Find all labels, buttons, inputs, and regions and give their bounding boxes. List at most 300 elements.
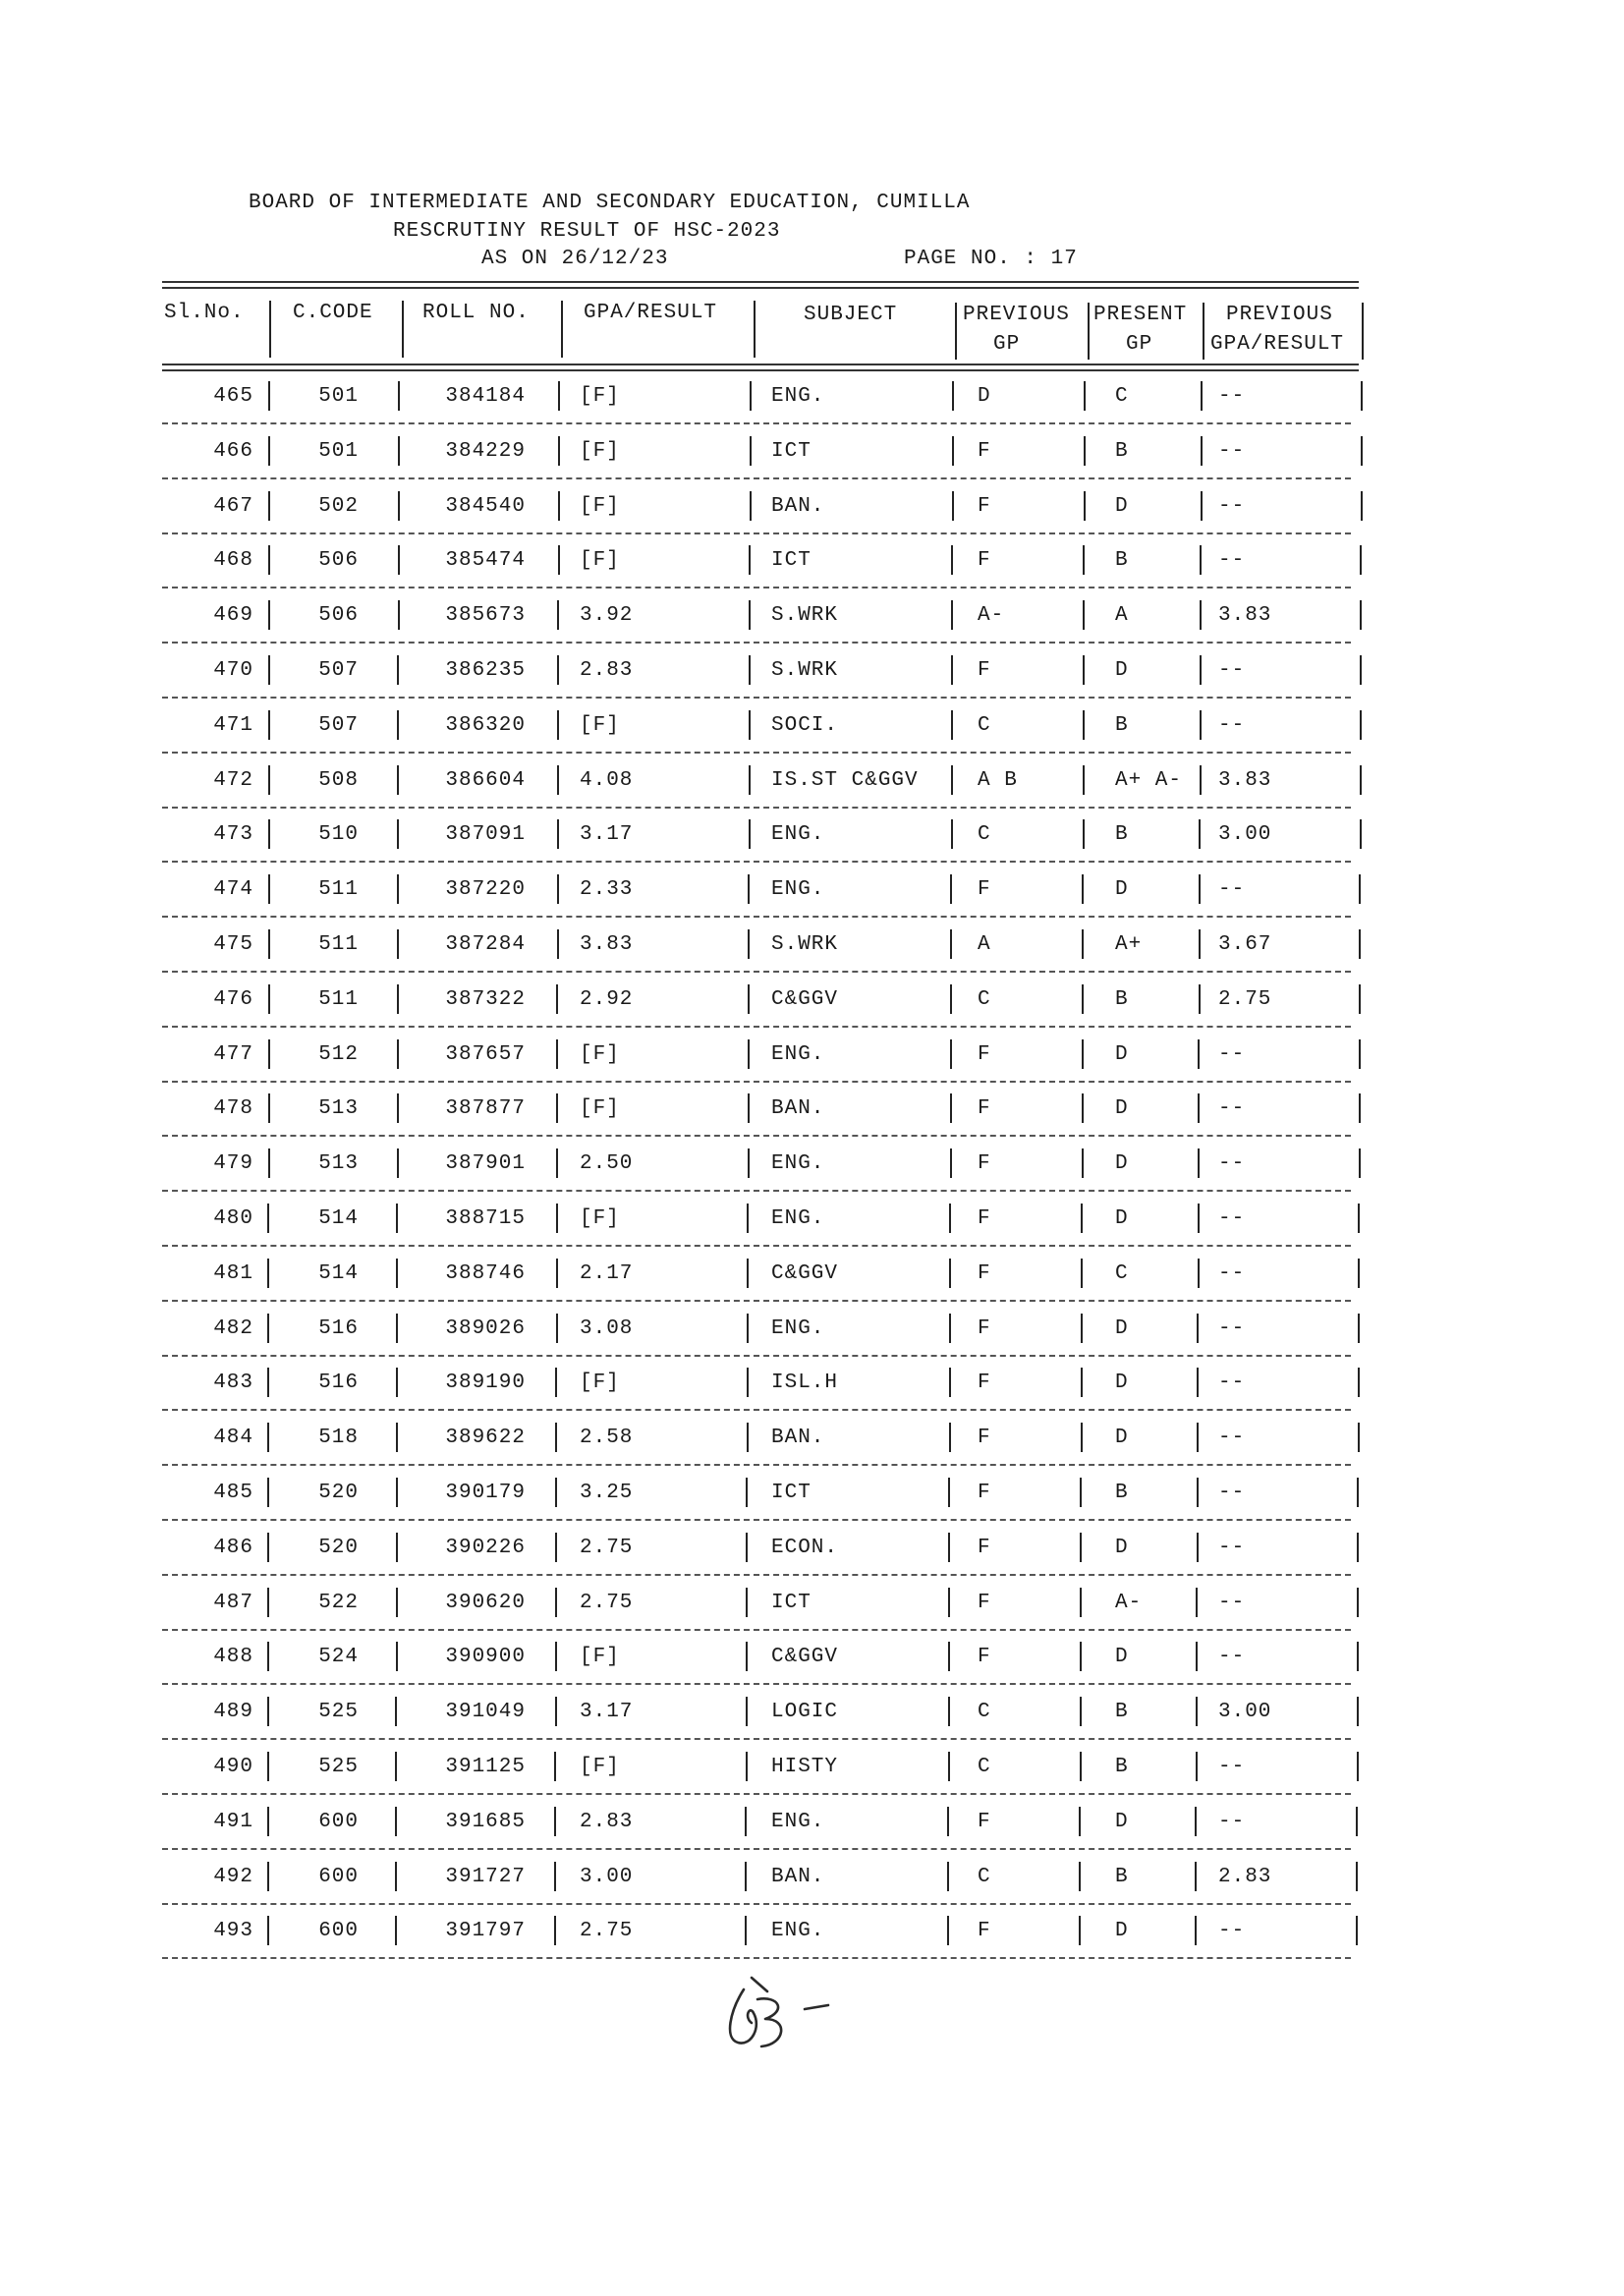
cell-divider <box>746 1588 748 1617</box>
cell-sl: 484 <box>213 1427 253 1450</box>
cell-divider <box>1201 381 1203 411</box>
cell-subject: IS.ST C&GGV <box>771 768 919 792</box>
cell-divider <box>557 600 559 630</box>
cell-divider <box>746 1642 748 1671</box>
row-separator <box>162 916 1351 918</box>
cell-divider <box>1082 1039 1084 1069</box>
cell-divider <box>950 929 952 959</box>
cell-ccode: 511 <box>318 933 359 956</box>
cell-divider <box>268 655 270 685</box>
cell-divider <box>951 819 953 849</box>
row-separator <box>162 1957 1351 1959</box>
row-separator <box>162 1081 1351 1083</box>
cell-subject: S.WRK <box>771 933 839 956</box>
cell-roll: 387220 <box>445 878 526 902</box>
cell-roll: 389190 <box>445 1372 526 1395</box>
row-separator <box>162 752 1351 754</box>
row-separator <box>162 422 1351 424</box>
cell-divider <box>1081 1368 1083 1397</box>
cell-divider <box>749 655 751 685</box>
cell-previous-gp: C <box>978 1701 991 1724</box>
cell-divider <box>950 1148 952 1178</box>
cell-divider <box>747 1314 749 1343</box>
cell-divider <box>1079 1916 1081 1945</box>
cell-divider <box>267 1314 269 1343</box>
cell-divider <box>555 1423 557 1452</box>
cell-divider <box>556 984 558 1014</box>
cell-divider <box>1198 1093 1200 1123</box>
row-separator <box>162 971 1351 973</box>
cell-ccode: 514 <box>318 1207 359 1230</box>
row-separator <box>162 807 1351 809</box>
cell-present-gp: A <box>1115 604 1129 628</box>
cell-ccode: 513 <box>318 1097 359 1121</box>
cell-roll: 387284 <box>445 933 526 956</box>
cell-previous-result: -- <box>1218 1207 1246 1230</box>
cell-previous-result: -- <box>1218 1152 1246 1176</box>
cell-previous-result: -- <box>1218 1316 1246 1340</box>
cell-divider <box>267 1752 269 1781</box>
cell-divider <box>1080 1588 1082 1617</box>
row-separator <box>162 861 1351 863</box>
cell-subject: ENG. <box>771 1207 825 1230</box>
row-separator <box>162 1245 1351 1247</box>
cell-gpa: 2.33 <box>580 878 634 902</box>
cell-divider <box>268 874 270 904</box>
cell-divider <box>749 545 751 575</box>
cell-present-gp: D <box>1115 1810 1129 1833</box>
cell-divider <box>268 984 270 1014</box>
cell-present-gp: B <box>1115 823 1129 847</box>
cell-previous-result: 3.00 <box>1218 823 1272 847</box>
cell-ccode: 501 <box>318 439 359 463</box>
cell-subject: ECON. <box>771 1536 839 1559</box>
cell-ccode: 518 <box>318 1427 359 1450</box>
row-separator <box>162 1135 1351 1137</box>
cell-previous-gp: F <box>978 1591 991 1614</box>
cell-roll: 385474 <box>445 549 526 573</box>
cell-previous-gp: A B <box>978 768 1018 792</box>
cell-gpa: [F] <box>580 1646 620 1669</box>
cell-divider <box>748 929 750 959</box>
cell-divider <box>554 1807 556 1836</box>
cell-ccode: 511 <box>318 987 359 1011</box>
cell-divider <box>1082 984 1084 1014</box>
cell-previous-gp: C <box>978 713 991 737</box>
cell-sl: 467 <box>213 494 253 518</box>
cell-present-gp: D <box>1115 494 1129 518</box>
cell-previous-gp: F <box>978 1042 991 1066</box>
cell-previous-result: -- <box>1218 549 1246 573</box>
cell-gpa: [F] <box>580 439 620 463</box>
cell-divider <box>268 929 270 959</box>
cell-sl: 487 <box>213 1591 253 1614</box>
cell-divider <box>397 710 399 740</box>
cell-sl: 491 <box>213 1810 253 1833</box>
cell-divider <box>750 491 752 521</box>
cell-divider <box>747 1368 749 1397</box>
cell-divider <box>749 600 751 630</box>
cell-previous-result: -- <box>1218 878 1246 902</box>
cell-divider <box>397 655 399 685</box>
cell-divider <box>397 765 399 795</box>
cell-previous-gp: F <box>978 1316 991 1340</box>
cell-previous-gp: F <box>978 659 991 682</box>
col-header-present-gp-sub: GP <box>1126 333 1153 356</box>
cell-sl: 483 <box>213 1372 253 1395</box>
cell-divider <box>1201 436 1203 466</box>
cell-divider <box>396 1478 398 1507</box>
cell-subject: BAN. <box>771 1427 825 1450</box>
cell-sl: 469 <box>213 604 253 628</box>
cell-divider <box>1357 1478 1359 1507</box>
cell-previous-gp: F <box>978 1427 991 1450</box>
cell-divider <box>395 1916 397 1945</box>
cell-divider <box>268 600 270 630</box>
cell-divider <box>746 1752 748 1781</box>
cell-gpa: 2.75 <box>580 1536 634 1559</box>
cell-gpa: 2.75 <box>580 1591 634 1614</box>
cell-divider <box>1195 1916 1197 1945</box>
cell-divider <box>1361 491 1363 521</box>
board-title: BOARD OF INTERMEDIATE AND SECONDARY EDUCATION, CUMILLA <box>249 192 971 214</box>
cell-divider <box>748 874 750 904</box>
cell-present-gp: C <box>1115 1261 1129 1285</box>
cell-subject: ICT <box>771 1482 812 1504</box>
cell-gpa: 2.58 <box>580 1427 634 1450</box>
cell-divider <box>1200 710 1202 740</box>
cell-present-gp: D <box>1115 1152 1129 1176</box>
cell-previous-result: -- <box>1218 1261 1246 1285</box>
cell-roll: 386320 <box>445 713 526 737</box>
cell-divider <box>1358 1204 1360 1233</box>
cell-previous-gp: A <box>978 933 991 956</box>
cell-divider <box>1083 655 1085 685</box>
cell-divider <box>398 381 400 411</box>
cell-gpa: 3.17 <box>580 1701 634 1724</box>
cell-gpa: [F] <box>580 1756 620 1778</box>
cell-divider <box>267 1204 269 1233</box>
cell-divider <box>949 1204 951 1233</box>
cell-previous-result: 3.67 <box>1218 933 1272 956</box>
cell-divider <box>395 1697 397 1726</box>
cell-previous-result: -- <box>1218 1372 1246 1395</box>
cell-roll: 386604 <box>445 768 526 792</box>
cell-divider <box>397 874 399 904</box>
row-separator <box>162 642 1351 644</box>
cell-sl: 472 <box>213 768 253 792</box>
cell-divider <box>1079 1807 1081 1836</box>
cell-divider <box>1198 1259 1200 1288</box>
cell-ccode: 524 <box>318 1646 359 1669</box>
cell-divider <box>556 1204 558 1233</box>
cell-previous-gp: F <box>978 1152 991 1176</box>
cell-divider <box>395 1752 397 1781</box>
cell-gpa: [F] <box>580 385 620 408</box>
cell-divider <box>750 436 752 466</box>
cell-present-gp: D <box>1115 1372 1129 1395</box>
col-header-present-gp: PRESENT <box>1093 304 1188 326</box>
cell-divider <box>1084 491 1086 521</box>
cell-sl: 480 <box>213 1207 253 1230</box>
cell-divider <box>948 1478 950 1507</box>
row-separator <box>162 1903 1351 1905</box>
cell-divider <box>1080 1697 1082 1726</box>
row-separator <box>162 1464 1351 1466</box>
cell-divider <box>750 381 752 411</box>
cell-previous-gp: F <box>978 549 991 573</box>
cell-divider <box>556 1259 558 1288</box>
cell-gpa: 2.92 <box>580 987 634 1011</box>
cell-divider <box>1197 1314 1199 1343</box>
cell-present-gp: B <box>1115 1701 1129 1724</box>
cell-previous-result: -- <box>1218 1920 1246 1943</box>
cell-present-gp: D <box>1115 659 1129 682</box>
cell-ccode: 508 <box>318 768 359 792</box>
cell-divider <box>557 819 559 849</box>
cell-divider <box>268 436 270 466</box>
cell-divider <box>1200 655 1202 685</box>
cell-roll: 387322 <box>445 987 526 1011</box>
cell-divider <box>268 765 270 795</box>
cell-previous-gp: C <box>978 1865 991 1888</box>
cell-previous-result: -- <box>1218 385 1246 408</box>
row-separator <box>162 1793 1351 1795</box>
cell-present-gp: B <box>1115 713 1129 737</box>
cell-divider <box>267 1697 269 1726</box>
cell-divider <box>1082 1148 1084 1178</box>
cell-divider <box>949 1259 951 1288</box>
cell-ccode: 507 <box>318 659 359 682</box>
cell-sl: 486 <box>213 1536 253 1559</box>
cell-divider <box>1195 1807 1197 1836</box>
col-header-previous-result: PREVIOUS <box>1226 304 1333 326</box>
cell-subject: ENG. <box>771 878 825 902</box>
cell-present-gp: B <box>1115 987 1129 1011</box>
cell-divider <box>745 1862 747 1891</box>
cell-divider <box>555 1533 557 1562</box>
cell-divider <box>1198 1039 1200 1069</box>
cell-gpa: 3.00 <box>580 1865 634 1888</box>
cell-previous-gp: F <box>978 1646 991 1669</box>
cell-divider <box>1198 1148 1200 1178</box>
col-header-previous-gp: PREVIOUS <box>963 304 1070 326</box>
cell-divider <box>949 1368 951 1397</box>
cell-roll: 384540 <box>445 494 526 518</box>
cell-divider <box>1195 1862 1197 1891</box>
cell-divider <box>554 1862 556 1891</box>
cell-present-gp: D <box>1115 1536 1129 1559</box>
cell-previous-result: -- <box>1218 439 1246 463</box>
cell-previous-result: -- <box>1218 1810 1246 1833</box>
cell-ccode: 506 <box>318 604 359 628</box>
cell-divider <box>951 600 953 630</box>
cell-divider <box>396 1533 398 1562</box>
cell-roll: 389622 <box>445 1427 526 1450</box>
cell-gpa: [F] <box>580 1042 620 1066</box>
cell-gpa: [F] <box>580 1207 620 1230</box>
cell-previous-gp: F <box>978 1482 991 1504</box>
cell-divider <box>268 545 270 575</box>
cell-present-gp: B <box>1115 1756 1129 1778</box>
cell-divider <box>1359 929 1361 959</box>
cell-divider <box>1359 1093 1361 1123</box>
cell-divider <box>557 710 559 740</box>
cell-subject: HISTY <box>771 1756 839 1778</box>
cell-divider <box>267 1368 269 1397</box>
cell-divider <box>1196 1642 1198 1671</box>
cell-divider <box>1083 710 1085 740</box>
col-header-previous-gp-sub: GP <box>993 333 1021 356</box>
cell-ccode: 502 <box>318 494 359 518</box>
cell-divider <box>398 545 400 575</box>
cell-sl: 468 <box>213 549 253 573</box>
cell-divider <box>947 1916 949 1945</box>
cell-divider <box>1358 1314 1360 1343</box>
cell-present-gp: C <box>1115 385 1129 408</box>
cell-divider <box>745 1916 747 1945</box>
cell-previous-gp: C <box>978 823 991 847</box>
cell-divider <box>1083 600 1085 630</box>
cell-divider <box>1359 1039 1361 1069</box>
cell-divider <box>395 1807 397 1836</box>
cell-roll: 390179 <box>445 1482 526 1504</box>
cell-divider <box>1356 1862 1358 1891</box>
cell-divider <box>746 1533 748 1562</box>
cell-gpa: 3.83 <box>580 933 634 956</box>
cell-present-gp: B <box>1115 439 1129 463</box>
cell-subject: S.WRK <box>771 604 839 628</box>
cell-divider <box>398 600 400 630</box>
cell-divider <box>748 1148 750 1178</box>
cell-divider <box>1081 1423 1083 1452</box>
cell-previous-gp: A- <box>978 604 1005 628</box>
cell-gpa: 2.75 <box>580 1920 634 1943</box>
cell-ccode: 525 <box>318 1701 359 1724</box>
cell-divider <box>268 1093 270 1123</box>
cell-divider <box>556 1093 558 1123</box>
cell-roll: 386235 <box>445 659 526 682</box>
cell-previous-gp: F <box>978 878 991 902</box>
cell-divider <box>397 819 399 849</box>
cell-divider <box>1197 1368 1199 1397</box>
cell-divider <box>1196 1588 1198 1617</box>
cell-divider <box>1357 1533 1359 1562</box>
cell-ccode: 600 <box>318 1920 359 1943</box>
cell-divider <box>558 545 560 575</box>
cell-divider <box>396 1588 398 1617</box>
row-separator <box>162 1519 1351 1521</box>
cell-divider <box>557 655 559 685</box>
cell-divider <box>268 381 270 411</box>
cell-divider <box>1361 381 1363 411</box>
cell-divider <box>1359 984 1361 1014</box>
cell-divider <box>1081 1204 1083 1233</box>
cell-sl: 478 <box>213 1097 253 1121</box>
cell-roll: 391685 <box>445 1810 526 1833</box>
cell-roll: 390226 <box>445 1536 526 1559</box>
cell-roll: 384229 <box>445 439 526 463</box>
cell-subject: C&GGV <box>771 1261 839 1285</box>
cell-present-gp: A+ <box>1115 933 1143 956</box>
row-separator <box>162 1409 1351 1411</box>
cell-divider <box>397 929 399 959</box>
cell-divider <box>745 1807 747 1836</box>
cell-subject: SOCI. <box>771 713 839 737</box>
cell-roll: 388715 <box>445 1207 526 1230</box>
cell-divider <box>267 1588 269 1617</box>
cell-present-gp: D <box>1115 1427 1129 1450</box>
cell-divider <box>267 1916 269 1945</box>
cell-subject: ENG. <box>771 1042 825 1066</box>
signature <box>722 1970 850 2058</box>
row-separator <box>162 477 1351 479</box>
row-separator <box>162 1190 1351 1192</box>
cell-divider <box>555 1588 557 1617</box>
cell-sl: 475 <box>213 933 253 956</box>
cell-ccode: 520 <box>318 1482 359 1504</box>
row-separator <box>162 1355 1351 1357</box>
cell-previous-result: 2.75 <box>1218 987 1272 1011</box>
cell-gpa: [F] <box>580 713 620 737</box>
cell-roll: 391727 <box>445 1865 526 1888</box>
cell-divider <box>952 491 954 521</box>
as-on-date: AS ON 26/12/23 <box>481 248 669 270</box>
cell-divider <box>267 1642 269 1671</box>
cell-previous-result: -- <box>1218 1482 1246 1504</box>
cell-gpa: [F] <box>580 549 620 573</box>
cell-divider <box>1357 1642 1359 1671</box>
cell-subject: S.WRK <box>771 659 839 682</box>
cell-divider <box>1199 984 1201 1014</box>
col-header-subject: SUBJECT <box>804 304 898 326</box>
cell-roll: 387901 <box>445 1152 526 1176</box>
cell-divider <box>1080 1478 1082 1507</box>
cell-divider <box>557 765 559 795</box>
cell-divider <box>1199 874 1201 904</box>
cell-gpa: [F] <box>580 1372 620 1395</box>
cell-divider <box>948 1533 950 1562</box>
cell-sl: 479 <box>213 1152 253 1176</box>
cell-gpa: 3.25 <box>580 1482 634 1504</box>
cell-divider <box>396 1423 398 1452</box>
cell-divider <box>396 1642 398 1671</box>
cell-subject: C&GGV <box>771 1646 839 1669</box>
cell-subject: LOGIC <box>771 1701 839 1724</box>
cell-divider <box>1200 545 1202 575</box>
cell-divider <box>1200 765 1202 795</box>
cell-sl: 471 <box>213 713 253 737</box>
cell-sl: 465 <box>213 385 253 408</box>
cell-gpa: 2.50 <box>580 1152 634 1176</box>
cell-divider <box>747 1423 749 1452</box>
cell-divider <box>1358 1368 1360 1397</box>
cell-divider <box>747 1204 749 1233</box>
cell-divider <box>555 1642 557 1671</box>
cell-previous-gp: F <box>978 1261 991 1285</box>
cell-sl: 485 <box>213 1482 253 1504</box>
cell-previous-gp: F <box>978 1920 991 1943</box>
row-separator <box>162 1574 1351 1576</box>
cell-sl: 473 <box>213 823 253 847</box>
cell-divider <box>950 1093 952 1123</box>
cell-divider <box>1200 600 1202 630</box>
cell-subject: ICT <box>771 1591 812 1614</box>
cell-ccode: 511 <box>318 878 359 902</box>
cell-divider <box>558 381 560 411</box>
cell-ccode: 506 <box>318 549 359 573</box>
cell-divider <box>948 1642 950 1671</box>
